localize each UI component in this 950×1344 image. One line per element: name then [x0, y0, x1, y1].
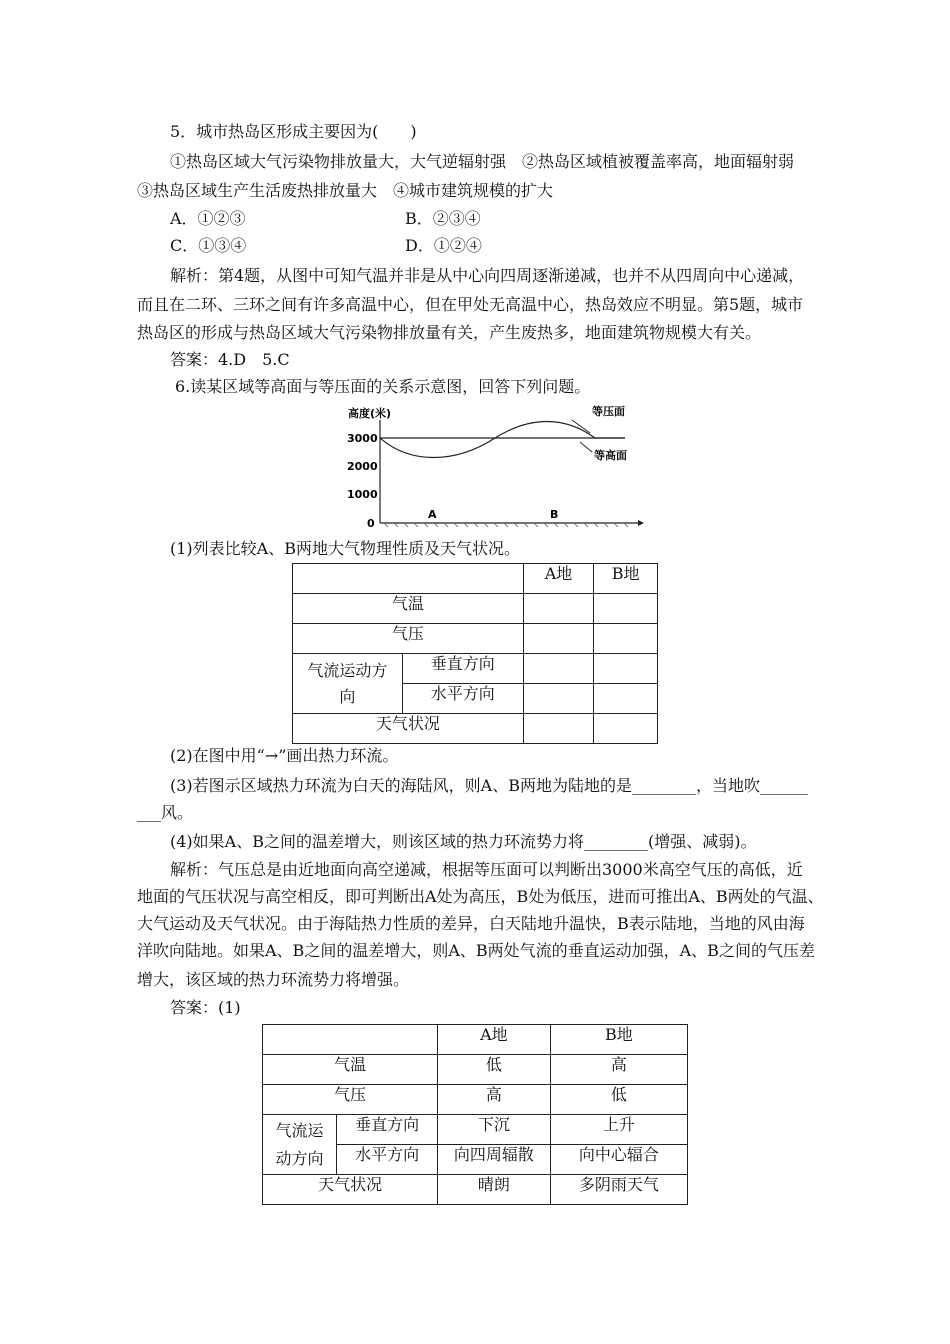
x-axis-arrow — [638, 520, 644, 526]
table2-row-temp: 气温 — [263, 1055, 438, 1085]
isobar-diagram — [340, 402, 645, 532]
q6-sub2: (2)在图中用“→”画出热力环流。 — [170, 746, 399, 765]
isobaric-label: 等压面 — [592, 405, 625, 418]
q5-choice-d: D．①②④ — [405, 236, 482, 255]
analysis2-line4: 洋吹向陆地。如果A、B之间的温差增大，则A、B两处气流的垂直运动加强，A、B之间的气压差 — [137, 941, 815, 960]
table1-row-weather: 天气状况 — [293, 714, 524, 744]
table2-row-motion-line1: 气流运 — [275, 1120, 324, 1140]
table2-horizontal-b: 向中心辐合 — [550, 1145, 687, 1175]
y-tick-3000: 3000 — [347, 432, 378, 445]
table1-cell — [523, 684, 594, 714]
table2-row-horizontal: 水平方向 — [337, 1145, 438, 1175]
y-tick-1000: 1000 — [347, 488, 378, 501]
table1-col-b: B地 — [594, 564, 658, 594]
table2-weather-a: 晴朗 — [438, 1175, 550, 1205]
table2-horizontal-a: 向四周辐散 — [438, 1145, 550, 1175]
table1-corner — [293, 564, 524, 594]
table1-cell — [523, 594, 594, 624]
table1-row-temp: 气温 — [293, 594, 524, 624]
table2-row-weather: 天气状况 — [263, 1175, 438, 1205]
table1-cell — [523, 654, 594, 684]
table1-row-pressure: 气压 — [293, 624, 524, 654]
table1-cell — [594, 594, 658, 624]
table1-cell — [594, 654, 658, 684]
table2-row-motion-line2: 动方向 — [275, 1148, 324, 1168]
y-tick-2000: 2000 — [347, 460, 378, 473]
analysis2-line2: 地面的气压状况与高空相反，即可判断出A处为高压，B处为低压，进而可推出A、B两处的气温、 — [137, 887, 824, 906]
q6-sub3-line1: (3)若图示区域热力环流为白天的海陆风，则A、B两地为陆地的是________，当地吹______ — [170, 776, 808, 795]
table1-cell — [594, 684, 658, 714]
table2-temp-a: 低 — [438, 1055, 550, 1085]
analysis1-line1: 解析：第4题，从图中可知气温并非是从中心向四周逐渐递减，也并不从四周向中心递减， — [170, 266, 805, 285]
point-a-label: A — [428, 508, 437, 521]
comparison-table-blank — [292, 563, 658, 744]
table2-col-b: B地 — [550, 1025, 687, 1055]
table1-row-vertical: 垂直方向 — [402, 654, 523, 684]
q6-sub3-line2: ___风。 — [137, 803, 194, 822]
q5-choice-a: A．①②③ — [170, 209, 246, 228]
table1-cell — [594, 624, 658, 654]
point-b-label: B — [550, 508, 559, 521]
analysis1-line2: 而且在二环、三环之间有许多高温中心，但在甲处无高温中心，热岛效应不明显。第5题，城市 — [137, 295, 804, 314]
q5-options-line1: ①热岛区域大气污染物排放量大，大气逆辐射强 ②热岛区域植被覆盖率高，地面辐射弱 — [170, 152, 795, 171]
table1-row-motion-line2: 向 — [339, 686, 356, 706]
q5-options-line2: ③热岛区域生产生活废热排放量大 ④城市建筑规模的扩大 — [137, 181, 554, 200]
table2-temp-b: 高 — [550, 1055, 687, 1085]
q6-sub1: (1)列表比较A、B两地大气物理性质及天气状况。 — [170, 539, 520, 558]
table2-pressure-b: 低 — [550, 1085, 687, 1115]
table1-row-motion-line1: 气流运动方 — [307, 660, 388, 680]
analysis1-line3: 热岛区的形成与热岛区域大气污染物排放量有关，产生废热多，地面建筑物规模大有关。 — [137, 323, 762, 342]
table1-cell — [523, 714, 594, 744]
q5-choice-c: C．①③④ — [170, 236, 247, 255]
answer2-label: 答案：(1) — [170, 998, 241, 1017]
table1-col-a: A地 — [523, 564, 594, 594]
table2-pressure-a: 高 — [438, 1085, 550, 1115]
table2-vertical-a: 下沉 — [438, 1115, 550, 1145]
analysis2-line1: 解析：气压总是由近地面向高空递减，根据等压面可以判断出3000米高空气压的高低，近 — [170, 860, 803, 879]
table2-row-vertical: 垂直方向 — [337, 1115, 438, 1145]
contour-pointer — [580, 442, 592, 452]
table1-row-motion — [293, 654, 403, 714]
q5-choice-b: B．②③④ — [405, 209, 481, 228]
q6-stem: 6.读某区域等高面与等压面的关系示意图，回答下列问题。 — [175, 377, 591, 396]
table1-row-horizontal: 水平方向 — [402, 684, 523, 714]
table2-vertical-b: 上升 — [550, 1115, 687, 1145]
isobaric-surface-curve — [380, 422, 625, 458]
table2-weather-b: 多阴雨天气 — [550, 1175, 687, 1205]
table2-corner — [263, 1025, 438, 1055]
q5-stem: 5．城市热岛区形成主要因为( ) — [170, 122, 417, 141]
analysis2-line5: 增大，该区域的热力环流势力将增强。 — [137, 970, 410, 989]
y-axis-label: 高度(米) — [348, 407, 392, 420]
q6-sub4: (4)如果A、B之间的温差增大，则该区域的热力环流势力将________(增强、减弱)。 — [170, 832, 757, 851]
table2-row-pressure: 气压 — [263, 1085, 438, 1115]
table1-cell — [594, 714, 658, 744]
contour-label: 等高面 — [594, 449, 627, 462]
table2-col-a: A地 — [438, 1025, 550, 1055]
analysis2-line3: 大气运动及天气状况。由于海陆热力性质的差异，白天陆地升温快，B表示陆地，当地的风由海 — [137, 914, 805, 933]
table2-row-motion — [263, 1115, 337, 1175]
comparison-table-answer — [262, 1024, 688, 1205]
y-tick-0: 0 — [367, 517, 375, 530]
answer1: 答案：4.D 5.C — [170, 350, 290, 369]
table1-cell — [523, 624, 594, 654]
